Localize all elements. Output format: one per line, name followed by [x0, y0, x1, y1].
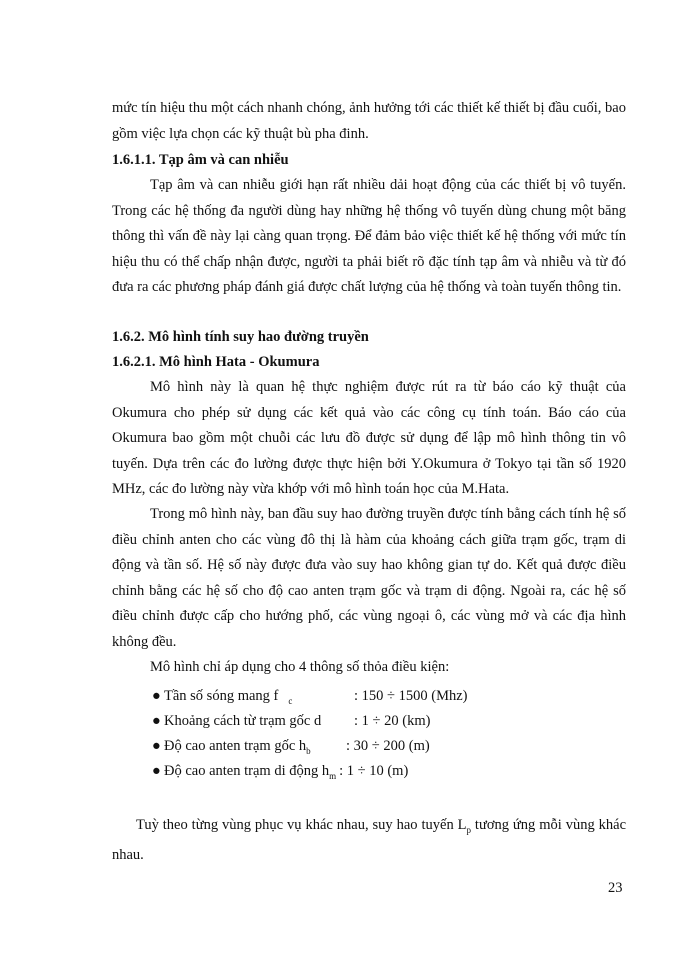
list-item: ● Độ cao anten trạm gốc $h_b$ : 30 ÷ 200 (m): [152, 738, 430, 756]
list-item: ● Tần số sóng mang f $_c$ : 150 ÷ 1500 (Mhz): [152, 688, 468, 706]
list-item: ● Khoảng cách từ trạm gốc d : 1 ÷ 20 (km): [152, 713, 431, 729]
heading-noise-interference: 1.6.1.1. Tạp âm và can nhiễu: [112, 152, 289, 168]
bullet-icon: ●: [152, 763, 161, 779]
paragraph-model-description: Trong mô hình này, ban đầu suy hao đường truyền được tính bằng cách tính hệ số điều chỉnh anten cho các vùng đô thị là hàm của khoảng cách giữa trạm gốc, trạm di động và tần số. Hệ số này được đưa vào suy hao không gian tự do. Kết quả được điều chỉnh bằng các hệ số cho độ cao anten trạm gốc và trạm di động. Ngoài ra, các hệ số điều chỉnh được cấp cho hướng phố, các vùng ngoại ô, các vùng mở và các địa hình không đều.: [112, 506, 626, 650]
paragraph-conditions: Mô hình chỉ áp dụng cho 4 thông số thỏa điều kiện:: [150, 659, 450, 675]
bullet-icon: ●: [152, 713, 161, 729]
list-item: ● Độ cao anten trạm di động $h_m$ : 1 ÷ 10 (m): [152, 763, 409, 781]
condition-value: : 30 ÷ 200 (m): [346, 738, 430, 754]
paragraph-closing: Tuỳ theo từng vùng phục vụ khác nhau, suy hao tuyến $L_p$ tương ứng mỗi vùng khác nhau.: [112, 817, 627, 864]
paragraph-okumura: Mô hình này là quan hệ thực nghiệm được rút ra từ báo cáo kỹ thuật của Okumura cho phép sử dụng các kết quả vào các công cụ tính toán. Báo cáo của Okumura bao gồm một chuỗi các lưu đồ được sử dụng để lập mô hình thông tin vô tuyến. Dựa trên các đo lường được thực hiện bởi Y.Okumura ở Tokyo tại tần số 1920 MHz, các đo lường này vừa khớp với mô hình toán học của M.Hata.: [112, 379, 626, 497]
condition-value: : 1 ÷ 20 (km): [354, 713, 431, 729]
bullet-icon: ●: [152, 688, 161, 704]
heading-hata-okumura: 1.6.2.1. Mô hình Hata - Okumura: [112, 354, 320, 370]
paragraph-noise: Tạp âm và can nhiễu giới hạn rất nhiều dải hoạt động của các thiết bị vô tuyến. Trong các hệ thống đa người dùng hay những hệ thống vô tuyến dùng chung một băng thông thì vấn đề này lại càng quan trọng. Để đảm bảo việc thiết kế hệ thống với mức tín hiệu thu có thể chấp nhận được, người ta phải biết rõ đặc tính tạp âm và nhiễu và từ đó đưa ra các phương pháp đánh giá được chất lượng của hệ thống và toàn tuyến thông tin.: [112, 177, 626, 295]
paragraph-intro: mức tín hiệu thu một cách nhanh chóng, ảnh hưởng tới các thiết kế thiết bị đầu cuối, bao gồm việc lựa chọn các kỹ thuật bù pha đinh.: [112, 100, 626, 142]
bullet-icon: ●: [152, 738, 161, 754]
condition-value: : 150 ÷ 1500 (Mhz): [354, 688, 468, 704]
condition-value: : 1 ÷ 10 (m): [339, 763, 409, 779]
heading-path-loss-model: 1.6.2. Mô hình tính suy hao đường truyền: [112, 329, 369, 345]
page-number: 23: [608, 880, 623, 896]
